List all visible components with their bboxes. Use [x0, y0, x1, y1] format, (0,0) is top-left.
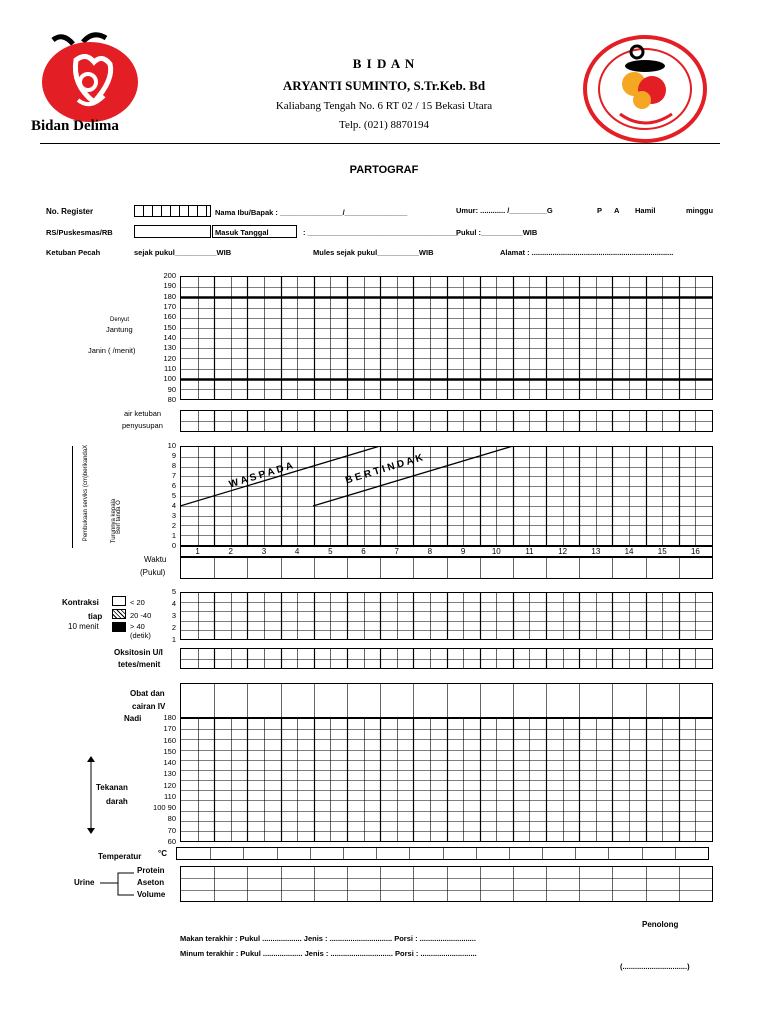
axis-tick: 150: [163, 747, 176, 756]
axis-tick: 60: [167, 837, 176, 846]
hour-label: 2: [228, 547, 233, 556]
axis-tick: 6: [171, 481, 176, 490]
no-register-label: No. Register: [46, 207, 94, 216]
fhr-label-1: Jantung: [106, 325, 133, 334]
header-name: ARYANTI SUMINTO, S.Tr.Keb. Bd: [282, 78, 486, 93]
axis-tick: 160: [163, 312, 176, 321]
axis-tick: 5: [171, 491, 176, 500]
axis-tick: 90: [167, 385, 176, 394]
axis-tick: 160: [163, 736, 176, 745]
legend-20-40: 20 -40: [130, 611, 152, 620]
hour-label: 14: [624, 547, 634, 556]
axis-tick: 120: [163, 781, 176, 790]
signature-line[interactable]: (...............................): [620, 962, 690, 971]
alert-lines: [180, 446, 713, 546]
hour-label: 10: [491, 547, 501, 556]
header-rule: [40, 143, 720, 144]
header-title: B I D A N: [352, 56, 416, 71]
axis-tick: 140: [163, 333, 176, 342]
axis-tick: 140: [163, 758, 176, 767]
ketuban-label: Ketuban Pecah: [46, 248, 101, 257]
axis-tick: 180: [163, 713, 176, 722]
axis-tick: 130: [163, 343, 176, 352]
axis-tick: 80: [167, 395, 176, 404]
legend-box-empty: [112, 596, 126, 606]
logo-left-text: Bidan Delima: [31, 118, 119, 134]
nadi-grid[interactable]: [180, 718, 713, 842]
hour-label: 15: [657, 547, 667, 556]
hamil-label: Hamil: [635, 206, 656, 215]
axis-tick: 130: [163, 769, 176, 778]
darah-label: darah: [106, 797, 128, 806]
nadi-axis: [140, 713, 176, 846]
kontraksi-label-2: tiap: [88, 612, 103, 621]
axis-tick: 170: [163, 302, 176, 311]
hour-label: 1: [195, 547, 200, 556]
pukul-label: (Pukul): [140, 568, 166, 577]
masuk-label: Masuk Tanggal: [215, 228, 269, 237]
hour-label: 6: [361, 547, 366, 556]
sejak-field[interactable]: sejak pukul__________WIB: [134, 248, 232, 257]
hour-label: 12: [558, 547, 568, 556]
fhr-axis: [150, 271, 176, 404]
mules-field[interactable]: Mules sejak pukul__________WIB: [313, 248, 434, 257]
axis-tick: 2: [171, 623, 176, 632]
axis-tick: 5: [171, 587, 176, 596]
hour-label: 11: [525, 547, 534, 556]
legend-box-hatched: [112, 609, 126, 619]
penolong-label: Penolong: [642, 920, 679, 929]
hour-label: 8: [427, 547, 433, 556]
axis-tick: 70: [167, 826, 176, 835]
obat-label-2: cairan IV: [132, 702, 166, 711]
legend-detik: (detik): [130, 631, 151, 640]
axis-tick: 170: [163, 724, 176, 733]
cervix-side-label: Pembukaan serviks (cm)berikandaX: [83, 444, 90, 542]
kontraksi-grid[interactable]: [180, 592, 713, 640]
axis-tick: 2: [171, 521, 176, 530]
axis-tick: 120: [163, 354, 176, 363]
p-label: P: [597, 206, 603, 215]
header-address: Kaliabang Tengah No. 6 RT 02 / 15 Bekasi Utara: [275, 100, 493, 112]
nama-field[interactable]: Nama Ibu/Bapak : _______________/_______________: [215, 208, 408, 217]
temperatur-grid[interactable]: [176, 847, 709, 860]
axis-tick: 190: [163, 281, 176, 290]
axis-tick: 7: [171, 471, 176, 480]
axis-tick: 4: [171, 501, 176, 510]
fhr-grid[interactable]: [180, 276, 713, 400]
rs-label: RS/Puskesmas/RB: [46, 228, 113, 237]
axis-tick: 150: [163, 323, 176, 332]
makan-terakhir[interactable]: Makan terakhir : Pukul ................... Jenis : .............................. Porsi : ...........................: [180, 934, 476, 943]
kontraksi-label-3: 10 menit: [68, 622, 99, 631]
axis-tick: 110: [164, 792, 176, 801]
a-label: A: [614, 206, 620, 215]
rs-box[interactable]: [134, 225, 211, 238]
legend-lt20: < 20: [130, 598, 145, 607]
axis-tick: 0: [171, 541, 176, 550]
obat-grid[interactable]: [180, 683, 713, 718]
obat-label-1: Obat dan: [130, 689, 165, 698]
urine-grid[interactable]: [180, 866, 713, 902]
no-register-boxes[interactable]: [134, 205, 211, 217]
temperatur-label: Temperatur: [98, 852, 142, 861]
pukul-field[interactable]: Pukul :__________WIB: [456, 228, 538, 237]
urine-volume: Volume: [137, 890, 166, 899]
kontraksi-label-1: Kontraksi: [62, 598, 99, 607]
axis-tick: 80: [167, 814, 176, 823]
legend-box-filled: [112, 622, 126, 632]
cervix-side-label-2: Turunnya kepala: [111, 498, 118, 544]
nadi-label: Nadi: [124, 714, 142, 723]
tekanan-arrow: [86, 756, 96, 834]
urine-label: Urine: [74, 878, 95, 887]
hour-row: [180, 546, 713, 557]
time-grid[interactable]: [180, 557, 713, 579]
kontraksi-axis: [150, 587, 176, 644]
axis-tick: 100 90: [153, 803, 176, 812]
hour-label: 4: [294, 547, 300, 556]
hour-label: 7: [394, 547, 399, 556]
axis-tick: 1: [171, 531, 176, 540]
masuk-tanggal-field[interactable]: : ____________________________________: [303, 228, 458, 237]
minum-terakhir[interactable]: Minum terakhir : Pukul ................... Jenis : .............................. Porsi : ...........................: [180, 949, 477, 958]
axis-tick: 100: [163, 374, 176, 383]
axis-tick: 200: [163, 271, 176, 280]
axis-tick: 10: [167, 441, 176, 450]
axis-tick: 9: [171, 451, 176, 460]
temperatur-unit: °C: [158, 849, 167, 858]
axis-tick: 180: [163, 292, 176, 301]
waktu-label: Waktu: [144, 555, 167, 564]
hour-label: 13: [591, 547, 601, 556]
waspada-label: W A S P A D A: [227, 460, 295, 491]
oksitosin-grid[interactable]: [180, 648, 713, 669]
axis-tick: 8: [171, 461, 176, 470]
hour-label: 16: [690, 547, 700, 556]
air-label-1: air ketuban: [124, 409, 162, 418]
legend-gt40: > 40: [130, 622, 145, 631]
umur-field[interactable]: Umur: ............ /_________G: [456, 206, 553, 215]
cervix-side-label-3: Beri tanda O: [115, 500, 122, 534]
masuk-box: [212, 225, 297, 238]
cervix-side-bracket: [72, 446, 113, 548]
oksitosin-label-2: tetes/menit: [118, 660, 161, 669]
axis-tick: 3: [171, 611, 176, 620]
cervix-axis: [150, 441, 176, 550]
urine-protein: Protein: [137, 866, 165, 875]
axis-tick: 3: [171, 511, 176, 520]
hour-label: 3: [261, 547, 267, 556]
minggu-label: minggu: [686, 206, 714, 215]
header-phone: Telp. (021) 8870194: [339, 119, 429, 131]
axis-tick: 1: [171, 635, 176, 644]
urine-bracket: [100, 869, 136, 899]
axis-tick: 4: [171, 599, 176, 608]
hour-label: 9: [460, 547, 466, 556]
doc-title: PARTOGRAF: [349, 164, 419, 176]
fhr-label-2: Janin ( /menit): [88, 346, 136, 355]
tekanan-label: Tekanan: [96, 783, 128, 792]
fhr-label-small: Denyut: [110, 317, 130, 323]
oksitosin-label-1: Oksitosin U/I: [114, 648, 163, 657]
hour-label: 5: [328, 547, 333, 556]
bertindak-label: B E R T I N D A K: [344, 452, 425, 487]
urine-aseton: Aseton: [137, 878, 165, 887]
air-label-2: penyusupan: [122, 421, 163, 430]
alamat-field[interactable]: Alamat : ....................................................................: [500, 248, 674, 257]
axis-tick: 110: [164, 364, 176, 373]
air-ketuban-grid[interactable]: [180, 410, 713, 432]
